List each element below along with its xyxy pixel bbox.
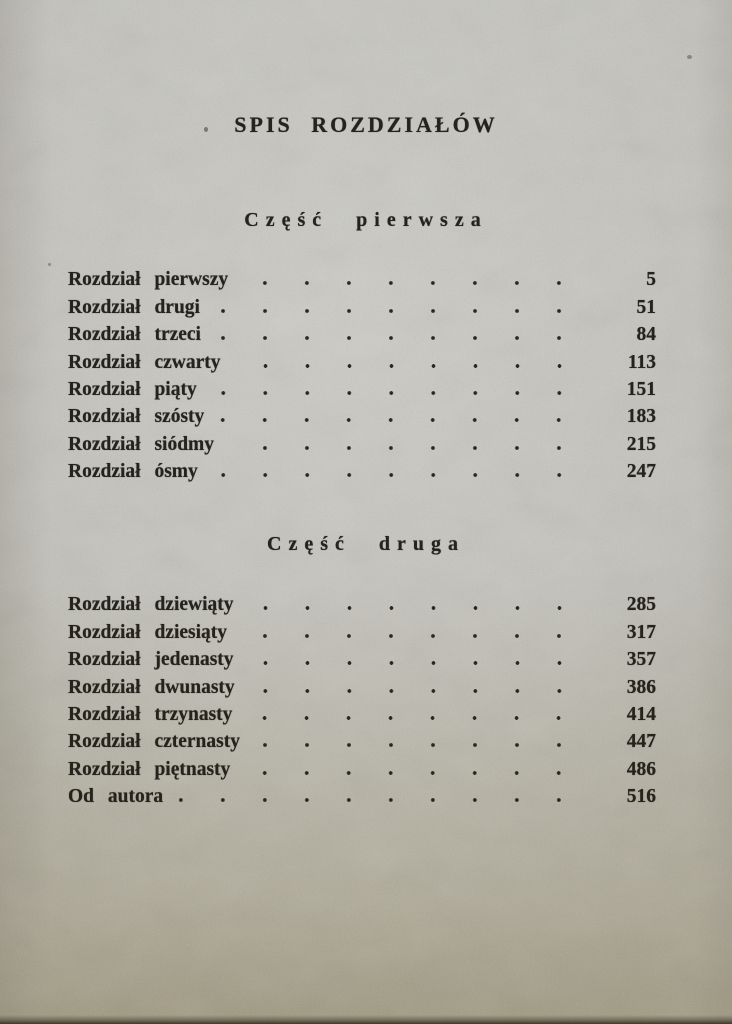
chapter-title: Rozdział trzynasty (68, 703, 233, 725)
page-number: 84 (636, 324, 656, 346)
dot-leader (220, 403, 582, 430)
chapter-title: Rozdział trzeci (68, 324, 201, 346)
toc-entry (68, 266, 656, 293)
part1-list (68, 266, 656, 485)
chapter-title: Rozdział dwunasty (68, 676, 235, 698)
page-number: 447 (626, 731, 656, 753)
toc-entry (68, 321, 656, 348)
page-number: 151 (626, 378, 656, 400)
dot-leader (216, 293, 582, 320)
toc-entry (68, 618, 656, 645)
page-number: 414 (626, 703, 656, 725)
dot-leader (213, 376, 582, 403)
dot-leader (246, 755, 582, 782)
dot-leader (179, 783, 582, 810)
toc-entry (68, 458, 656, 485)
chapter-title: Rozdział dziewiąty (68, 594, 234, 616)
toc-entry (68, 430, 656, 457)
dot-leader (248, 701, 582, 728)
chapter-title: Rozdział pierwszy (68, 269, 229, 291)
toc-entry (68, 646, 656, 673)
chapter-title: Rozdział dziesiąty (68, 621, 228, 643)
chapter-title: Rozdział ósmy (68, 461, 198, 483)
chapter-title: Rozdział szósty (68, 406, 205, 428)
page-number: 113 (627, 351, 656, 373)
toc-entry (68, 673, 656, 700)
page-number: 317 (626, 621, 656, 643)
dot-leader (214, 458, 582, 485)
dot-leader (217, 321, 582, 348)
page-number: 386 (626, 676, 656, 698)
page-number: 215 (626, 433, 656, 455)
dot-leader (237, 348, 583, 375)
chapter-title: Rozdział siódmy (68, 433, 215, 455)
part1-heading: Część pierwsza (244, 209, 488, 231)
part2-heading: Część druga (267, 533, 465, 555)
dot-leader (250, 591, 582, 618)
toc-entry (68, 403, 656, 430)
chapter-title: Rozdział piętnasty (68, 758, 231, 780)
page-number: 516 (626, 786, 656, 808)
chapter-title: Rozdział czternasty (68, 731, 240, 753)
toc-entry (68, 591, 656, 618)
toc-entry (68, 728, 656, 755)
chapter-title: Rozdział czwarty (68, 351, 221, 373)
page-number: 51 (636, 296, 656, 318)
toc-entry (68, 293, 656, 320)
page-number: 5 (646, 269, 656, 291)
dot-leader (250, 646, 582, 673)
page-number: 285 (626, 594, 656, 616)
dot-leader (251, 673, 582, 700)
page-number: 486 (626, 758, 656, 780)
dot-leader (244, 266, 582, 293)
chapter-title: Od autora (68, 786, 164, 808)
page-title: SPIS ROZDZIAŁÓW (234, 112, 498, 137)
chapter-title: Rozdział drugi (68, 296, 200, 318)
toc-entry (68, 783, 656, 810)
dot-leader (256, 728, 582, 755)
page-number: 357 (626, 649, 656, 671)
chapter-title: Rozdział piąty (68, 378, 197, 400)
toc-entry (68, 376, 656, 403)
toc-entry (68, 755, 656, 782)
toc-entry (68, 348, 656, 375)
toc-entry (68, 701, 656, 728)
page-number: 183 (626, 406, 656, 428)
page-number: 247 (626, 461, 656, 483)
dot-leader (243, 618, 582, 645)
chapter-title: Rozdział jedenasty (68, 649, 234, 671)
part2-list (68, 591, 656, 810)
dot-leader (230, 430, 582, 457)
